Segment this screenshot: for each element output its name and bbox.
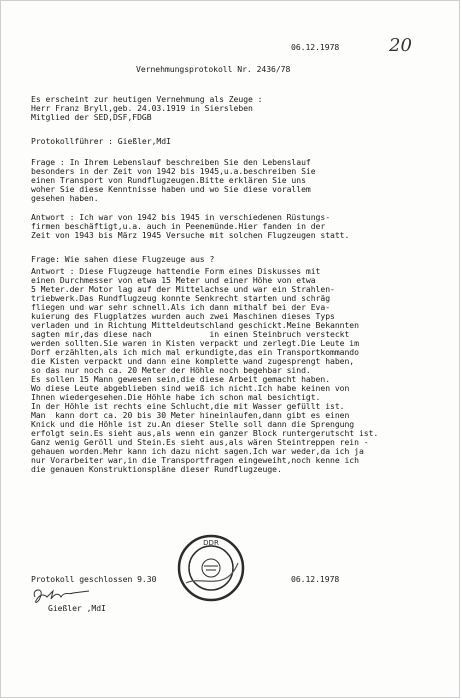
- answer-line: Ihnen wiedergesehen.Die Höhle habe ich schon mal besichtigt.: [31, 392, 321, 402]
- document-title: Vernehmungsprotokoll Nr. 2436/78: [136, 64, 291, 74]
- answer-line: In der Höhle ist rechts eine Schlucht,die mit Wasser gefüllt ist.: [31, 401, 345, 411]
- answer-line: die genauen Konstruktionspläne dieser Rundflugzeuge.: [31, 464, 282, 474]
- answer-line: firmen beschäftigt,u.a. auch in Peenemünde.Hier fanden in der: [31, 221, 326, 231]
- answer-line: Dorf erzählten,als ich mich mal erkundigte,das ein Transportkommando: [31, 347, 359, 357]
- protocol-closed-line: Protokoll geschlossen 9.30: [31, 574, 157, 584]
- witness-line: Mitglied der SED,DSF,FDGB: [31, 112, 152, 122]
- answer-line: erfolgt sein.Es sieht aus,als wenn ein ganzer Block runtergerutscht ist.: [31, 428, 379, 438]
- answer-line: werden sollten.Sie waren in Kisten verpackt und zerlegt.Die Leute im: [31, 338, 359, 348]
- answer-line: einen Durchmesser von etwa 15 Meter und einer Höhe von etwa: [31, 275, 316, 285]
- witness-line: Herr Franz Bryll,geb. 24.03.1919 in Siersleben: [31, 103, 253, 113]
- answer-line: 5 Meter.der Motor lag auf der Mittelachse und war ein Strahlen-: [31, 284, 335, 294]
- question-line: Frage : In Ihrem Lebenslauf beschreiben Sie den Lebenslauf: [31, 157, 311, 167]
- footer-date: 06.12.1978: [291, 574, 340, 584]
- signer-name: Gießler ,MdI: [48, 603, 106, 613]
- answer-line: Knick und die Höhle ist zu.An dieser Stelle soll dann die Sprengung: [31, 419, 355, 429]
- question-2: Frage: Wie sahen diese Flugzeuge aus ?: [31, 254, 215, 264]
- answer-line: Antwort : Ich war von 1942 bis 1945 in verschiedenen Rüstungs-: [31, 212, 331, 222]
- question-line: woher Sie diese Kenntnisse haben und wo Sie diese vorallem: [31, 184, 311, 194]
- handwritten-page-number: 20: [389, 35, 412, 56]
- answer-line: verladen und in Richtung Mitteldeutschland geschickt.Meine Bekannten: [31, 320, 359, 330]
- answer-line: gehauen worden.Mehr kann ich dazu nicht sagen.Ich war weder,da ich ja: [31, 446, 364, 456]
- answer-line: Man kann dort ca. 20 bis 30 Meter hineinlaufen,dann gibt es einen: [31, 410, 350, 420]
- official-stamp-icon: [176, 533, 246, 603]
- answer-line: kuierung des Flugplatzes wurden auch zwei Maschinen dieses Typs: [31, 311, 335, 321]
- answer-line: Wo diese Leute abgeblieben sind weiß ich nicht.Ich habe keinen von: [31, 383, 350, 393]
- answer-line: nur Vorarbeiter war,in die Transportfragen eingeweiht,noch kenne ich: [31, 455, 359, 465]
- answer-line: Ganz wenig Geröll und Stein.Es sieht aus,als wären Steintreppen rein -: [31, 437, 369, 447]
- protokollfuehrer-line: Protokollführer : Gießler,MdI: [31, 136, 171, 146]
- answer-line: Antwort : Diese Flugzeuge hattendie Form eines Diskusses mit: [31, 266, 321, 276]
- answer-line: triebwerk.Das Rundflugzeug konnte Senkrecht starten und schräg: [31, 293, 331, 303]
- stamp-text: DDR: [203, 539, 219, 547]
- question-line: besonders in der Zeit von 1942 bis 1945,u.a.beschreiben Sie: [31, 166, 316, 176]
- answer-line: Zeit von 1943 bis März 1945 Versuche mit solchen Flugzeugen statt.: [31, 230, 350, 240]
- witness-line: Es erscheint zur heutigen Vernehmung als Zeuge :: [31, 94, 263, 104]
- answer-line: so das nur noch ca. 20 Meter der Höhle noch begehbar sind.: [31, 365, 311, 375]
- answer-line: fliegen und war sehr schnell.Als ich dann mithalf bei der Eva-: [31, 302, 331, 312]
- header-date: 06.12.1978: [291, 42, 340, 52]
- question-line: gesehen haben.: [31, 193, 99, 203]
- answer-line: die Kisten verpackt und dann eine komplette wand zugesprengt haben,: [31, 356, 355, 366]
- answer-line: Es sollen 15 Mann gewesen sein,die diese Arbeit gemacht haben.: [31, 374, 331, 384]
- answer-line: sagten mir,das diese nach in einen Steinbruch versteckt: [31, 329, 350, 339]
- question-line: einen Transport von Rundflugzeugen.Bitte erklären Sie uns: [31, 175, 306, 185]
